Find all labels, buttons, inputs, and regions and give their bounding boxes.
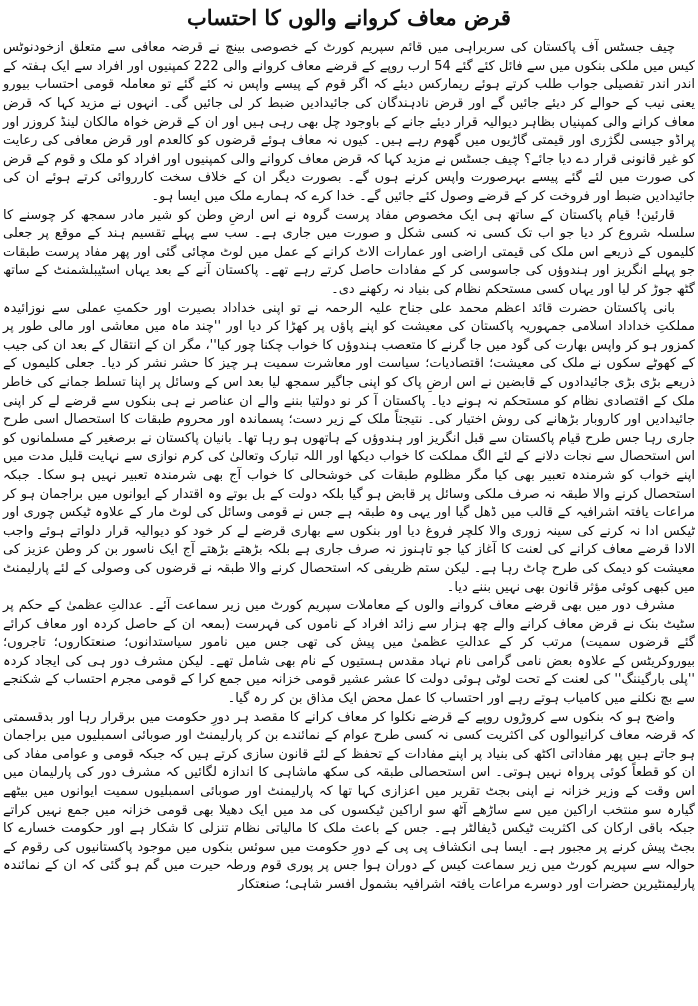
- article-paragraph: مشرف دور میں بھی قرضے معاف کروانے والوں کے معاملات سپریم کورٹ میں زیر سماعت آئے۔ عدالتِ عظمیٰ کے حکم پر سٹیٹ بنک نے قرض معاف کرانے والے چھ ہزار سے زائد افراد کے ناموں کی فہرست (بمعہ ان کے حاصل کردہ اور معاف کرائے گئے قرضوں سمیت) مرتب کر کے عدالتِ عظمیٰ میں پیش کی تھی جس میں نامور سیاستدانوں؛ صنعتکاروں؛ تاجروں؛ بیوروکریٹس کے علاوہ بعض نامی گرامی نام نہاد مقدس ہستیوں کے نام بھی شامل تھے۔ لیکن مشرف دور ہی کی ایجاد کردہ ''پلی بارگیننگ'' کی لعنت کے تحت لوٹی ہوئی دولت کا عشر عشیر قومی خزانہ میں جمع کرا کے قومی مجرم احتساب کے شکنجے سے بچ نکلنے میں کامیاب ہوتے رہے اور احتساب کا عمل محض ایک مذاق بن کر رہ گیا۔: [3, 598, 695, 707]
- article-paragraph: چیف جسٹس آف پاکستان کی سربراہی میں قائم سپریم کورٹ کے خصوصی بینچ نے قرضہ معافی سے متعلق ازخودنوٹس کیس میں ملکی بنکوں میں سے فائل کئے گئے 54 ارب روپے کے قرضے معاف کروانے والی 222 کمپنیوں اور افراد سے ایک ہفتہ کے اندر اندر تفصیلی جواب طلب کرتے ہوئے ریمارکس دیئے کہ اگر قوم کے پیسے واپس نہ کئے گئے تو معاملہ قومی احتساب بیورو یعنی نیب کے حوالے کر دیئے جائیں گے اور قرض نادہندگان کی جائیدادیں ضبط کر لی جائیں گی۔ انہوں نے مزید کہا کہ قرض معاف کرانے والی کمپنیاں بظاہر دیوالیہ قرار دیئے جانے کے باوجود چل بھی رہی ہیں اور ان کے قرض خواہ مالکان لینڈ کروزر اور پراڈو جیسی لگژری اور قیمتی گاڑیوں میں گھوم رہے ہیں۔ کیوں نہ معاف ہوئے قرضوں کو کالعدم اور قرض معافی کی رعایت کو غیر قانونی قرار دے دیا جائے؟ چیف جسٹس نے مزید کہا کہ قرض معاف کروانے والی کمپنیوں اور افراد کو ملک و قوم کے قرض کی صورت میں لئے گئے پیسے بہرصورت واپس کرنے ہوں گے۔ بصورت دیگر ان کے خلاف سخت کارروائی کرتے ہوئے ان کی جائیدادیں ضبط اور فروخت کر کے قرضے وصول کئے جائیں گے۔ خدا کرے کہ ہمارے ملک میں ایسا ہو۔: [3, 40, 695, 205]
- article-paragraph: واضح ہو کہ بنکوں سے کروڑوں روپے کے قرضے نکلوا کر معاف کرانے کا مقصد ہر دورِ حکومت میں برقرار رہا اور بدقسمتی کہ قرضہ معاف کرانیوالوں کی اکثریت کسی نہ کسی طرح عوام کے نمائندے بن کر پارلیمنٹ اور صوبائی اسمبلیوں میں براجمان ہو جاتے ہیں پھر مفاداتی اکٹھ کی بنیاد پر اپنے مفادات کے تحفظ کے لئے قانون سازی کرتے ہیں کہ جبکہ قومی و عوامی مفاد کی ان کو قطعاً کوئی پرواہ نہیں ہوتی۔ اس استحصالی طبقہ کی سکھ ماشاہی کا اندازہ لگائیں کہ مشرف دور کی پارلیمان میں اس وقت کے وزیر خزانہ نے اپنی بجٹ تقریر میں اعزازی کہا تھا کہ پارلیمنٹ اور صوبائی اسمبلیوں سمیت ایوانوں میں بیٹھے گیارہ سو منتخب اراکین میں سے ساڑھے آٹھ سو اراکین ٹیکسوں کی مد میں ایک دھیلا بھی قومی خزانہ میں جمع نہیں کراتے جبکہ باقی ارکان کی اکثریت ٹیکس ڈیفالٹر ہے۔ جس کے باعث ملک کا مالیاتی نظام تنزلی کا شکار ہے اور حکومت خسارے کا بجٹ پیش کرنے پر مجبور ہے۔ ایسا ہی انکشاف پی پی کے دورِ حکومت میں سوئس بنکوں میں موجود پاکستانیوں کی رقوم کے حوالہ سے سپریم کورٹ میں زیر سماعت کیس کے دوران ہوا جس پر پوری قوم ورطہ حیرت میں گم ہو گئی کہ ان کے نمائندہ پارلیمنٹیرین حضرات اور دوسرے مراعات یافتہ اشرافیہ بشمول افسر شاہی؛ صنعتکار: [3, 709, 695, 893]
- article-body: [3, 39, 695, 894]
- article-paragraph: بانی پاکستان حضرت قائد اعظم محمد علی جناح علیہ الرحمہ نے تو اپنی خداداد بصیرت اور حکمتِ عملی سے نوزائیدہ مملکتِ خداداد اسلامی جمہوریہ پاکستان کی معیشت کو اپنے پاؤں پر کھڑا کر دیا اور ''چند ماہ میں معاشی اور مالی طور پر کمزور ہو کر واپس بھارت کی گود میں جا گرنے کا متعصب ہندوؤں کا خواب چکنا چور کیا''، مگر ان کے انتقال کے بعد ان کی جیب کے کھوٹے سکوں نے ملک کی معیشت؛ اقتصادیات؛ سیاست اور معاشرت سمیت ہر چیز کا حشر نشر کر دیا۔ جعلی کلیموں کے ذریعے بڑی بڑی جائیدادوں کے قابضین نے اس ارضِ پاک کو اپنی جاگیر سمجھ لیا بعد اس کے وسائل پر اپنا تسلط جمانے کی خاطر ملک کے اقتصادی نظام کو مستحکم نہ ہونے دیا۔ پاکستان آ کر نو دولتیا بننے والے ان عناصر نے ہی بنکوں سے قرضے لے کر اپنی جائیدادیں اور کاروبار بڑھانے کی روش اختیار کی۔ نتیجتاً ملک کے زیر دست؛ پسماندہ اور محروم طبقات کا استحصال اسی طرح جاری رہا جس طرح قیام پاکستان سے قبل انگریز اور ہندوؤں کے ہاتھوں ہو رہا تھا۔ بانیان پاکستان نے برصغیر کے مسلمانوں کو اس استحصال سے نجات دلانے کے لئے الگ مملکت کا خواب دیکھا اور اللہ تبارک وتعالیٰ کی کرم نوازی سے نہایت قلیل مدت میں اپنے خواب کو شرمندہ تعبیر بھی کیا مگر مظلوم طبقات کی خوشحالی کا خواب آج بھی شرمندہ تعبیر نہیں ہو سکا۔ جبکہ استحصال کرنے والا طبقہ نہ صرف ملکی وسائل پر قابض ہو گیا بلکہ دولت کے بل بوتے وہ اقتدار کے ایوانوں میں براجمان ہو کر مراعات یافتہ اشرافیہ کے قالب میں ڈھل گیا اور یہی وہ طبقہ ہے جس نے قومی وسائل کی لوٹ مار کے علاوہ ٹیکس چوری اور ٹیکس ادا نہ کرنے کی سینہ زوری والا کلچر فروغ دیا اور بنکوں سے بھاری قرضے لے کر خود کو دیوالیہ قرار دلواتے ہوئے واجب الادا قرضے معاف کرانے کی لعنت کا آغاز کیا جو تاہنوز نہ صرف جاری ہے بلکہ بڑھتے بڑھتے آج ایک ناسور بن کر وطن عزیز کی معیشت کو دیمک کی طرح چاٹ رہا ہے۔ لیکن ستم ظریفی کہ استحصال کرنے والا طبقہ نے قرضوں کی وصولی کے لئے پارلیمنٹ میں کبھی کوئی مؤثر قانون بھی نہیں بننے دیا۔: [3, 300, 695, 595]
- article-title: قرض معاف کروانے والوں کا احتساب: [187, 5, 511, 30]
- article-paragraph: قارئین! قیام پاکستان کے ساتھ ہی ایک مخصوص مفاد پرست گروہ نے اس ارضِ وطن کو شیر مادر سمجھ کر چوسنے کا سلسلہ شروع کر دیا جو اب تک کسی نہ کسی شکل و صورت میں جاری ہے۔ سب سے پہلے تقسیم ہند کے موقع پر جعلی کلیموں کے ذریعے اس ملک کی قیمتی اراضی اور عمارات الاٹ کرانے کے عمل میں لوٹ مچائی گئی اور پھر مفاد پرست طبقات جو پہلے انگریز اور ہندوؤں کی جاسوسی کر کے مفادات حاصل کرتے رہے تھے۔ پاکستان آنے کے بعد یہاں اسٹیبلشمنٹ کے ساتھ گٹھ جوڑ کر لیا اور یہاں کسی مستحکم نظام کی بنیاد نہ رکھنے دی۔: [3, 207, 695, 298]
